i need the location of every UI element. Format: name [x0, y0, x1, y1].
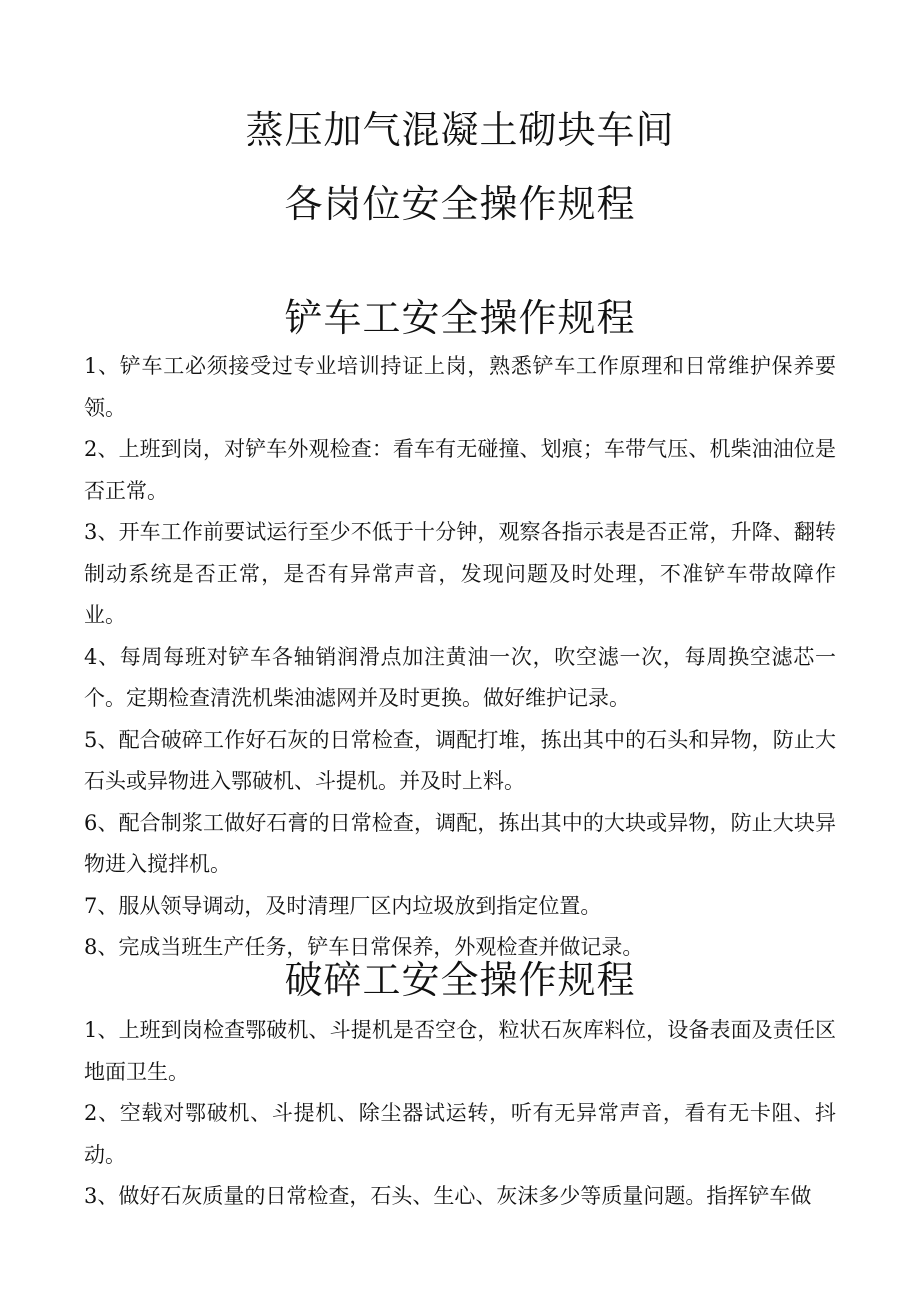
crusher-operator-rules — [84, 1010, 836, 1218]
rule-item: 3、开车工作前要试运行至少不低于十分钟，观察各指示表是否正常，升降、翻转制动系统是否正常，是否有异常声音，发现问题及时处理，不准铲车带故障作业。 — [84, 520, 836, 627]
section-heading-loader-operator: 铲车工安全操作规程 — [284, 296, 636, 340]
rule-item: 7、服从领导调动，及时清理厂区内垃圾放到指定位置。 — [84, 893, 602, 918]
rule-item: 8、完成当班生产任务，铲车日常保养，外观检查并做记录。 — [84, 935, 644, 959]
loader-operator-rules — [84, 346, 836, 969]
section-heading-crusher-operator: 破碎工安全操作规程 — [284, 958, 636, 1002]
rule-item: 6、配合制浆工做好石膏的日常检查，调配，拣出其中的大块或异物，防止大块异物进入搅拌机。 — [84, 810, 836, 876]
rule-item: 3、做好石灰质量的日常检查，石头、生心、灰沫多少等质量问题。指挥铲车做 — [84, 1184, 812, 1208]
document-title-line2: 各岗位安全操作规程 — [284, 182, 636, 226]
rule-item: 2、上班到岗，对铲车外观检查：看车有无碰撞、划痕；车带气压、机柴油油位是否正常。 — [84, 437, 836, 503]
rule-item: 2、空载对鄂破机、斗提机、除尘器试运转，听有无异常声音，看有无卡阻、抖动。 — [84, 1101, 836, 1167]
rule-item: 1、上班到岗检查鄂破机、斗提机是否空仓，粒状石灰库料位，设备表面及责任区地面卫生。 — [84, 1018, 836, 1084]
rule-item: 4、每周每班对铲车各轴销润滑点加注黄油一次，吹空滤一次，每周换空滤芯一个。定期检查清洗机柴油滤网并及时更换。做好维护记录。 — [84, 644, 836, 710]
rule-item: 1、铲车工必须接受过专业培训持证上岗，熟悉铲车工作原理和日常维护保养要领。 — [84, 354, 836, 420]
rule-item: 5、配合破碎工作好石灰的日常检查，调配打堆，拣出其中的石头和异物，防止大石头或异物进入鄂破机、斗提机。并及时上料。 — [84, 727, 836, 793]
document-title-line1: 蒸压加气混凝土砌块车间 — [245, 108, 675, 152]
